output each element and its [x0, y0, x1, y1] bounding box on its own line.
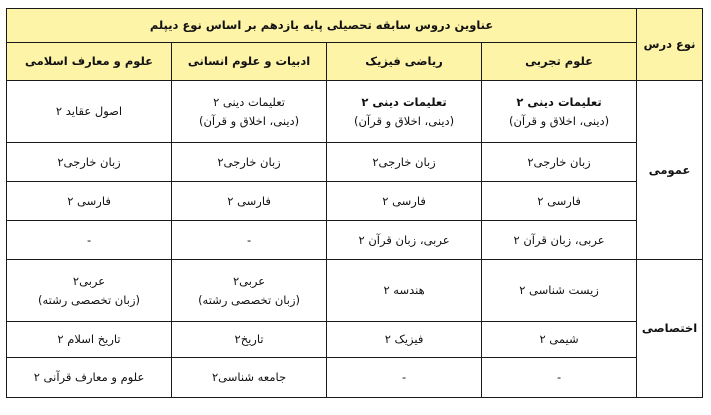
table-cell: زبان خارجی۲ [482, 143, 637, 182]
table-cell: تعلیمات دینی ۲ (دینی، اخلاق و قرآن) [172, 81, 327, 143]
table-cell: تعلیمات دینی ۲ (دینی، اخلاق و قرآن) [482, 81, 637, 143]
table-cell: هندسه ۲ [327, 260, 482, 322]
table-cell: تاریخ۲ [172, 322, 327, 358]
column-header-humanities: ادبیات و علوم انسانی [172, 43, 327, 81]
table-cell: - [327, 358, 482, 398]
table-cell: تاریخ اسلام ۲ [7, 322, 172, 358]
table-cell: فارسی ۲ [327, 182, 482, 221]
column-header-experimental-sciences: علوم تجربی [482, 43, 637, 81]
table-cell: زبان خارجی۲ [327, 143, 482, 182]
table-cell: زیست شناسی ۲ [482, 260, 637, 322]
column-header-islamic-studies: علوم و معارف اسلامی [7, 43, 172, 81]
table-cell: - [7, 221, 172, 260]
table-cell: فارسی ۲ [482, 182, 637, 221]
table-cell: جامعه شناسی۲ [172, 358, 327, 398]
table-cell: اصول عقاید ۲ [7, 81, 172, 143]
table-cell: - [482, 358, 637, 398]
table-cell: عربی۲ (زبان تخصصی رشته) [7, 260, 172, 322]
course-table-container [6, 8, 703, 398]
group-label-specialized: اختصاصی [637, 260, 703, 398]
table-cell: تعلیمات دینی ۲ (دینی، اخلاق و قرآن) [327, 81, 482, 143]
table-cell: علوم و معارف قرآنی ۲ [7, 358, 172, 398]
main-header: عناوین دروس سابقه تحصیلی پایه یازدهم بر اساس نوع دیپلم [7, 9, 637, 43]
table-cell: شیمی ۲ [482, 322, 637, 358]
table-cell: عربی، زبان قرآن ۲ [482, 221, 637, 260]
table-cell: زبان خارجی۲ [7, 143, 172, 182]
table-cell: فارسی ۲ [172, 182, 327, 221]
table-cell: عربی، زبان قرآن ۲ [327, 221, 482, 260]
type-header: نوع درس [637, 9, 703, 81]
group-label-general: عمومی [637, 81, 703, 260]
table-cell: فارسی ۲ [7, 182, 172, 221]
column-header-math-physics: ریاضی فیزیک [327, 43, 482, 81]
table-cell: عربی۲ (زبان تخصصی رشته) [172, 260, 327, 322]
table-cell: - [172, 221, 327, 260]
course-table [6, 8, 703, 398]
table-cell: فیزیک ۲ [327, 322, 482, 358]
table-cell: زبان خارجی۲ [172, 143, 327, 182]
